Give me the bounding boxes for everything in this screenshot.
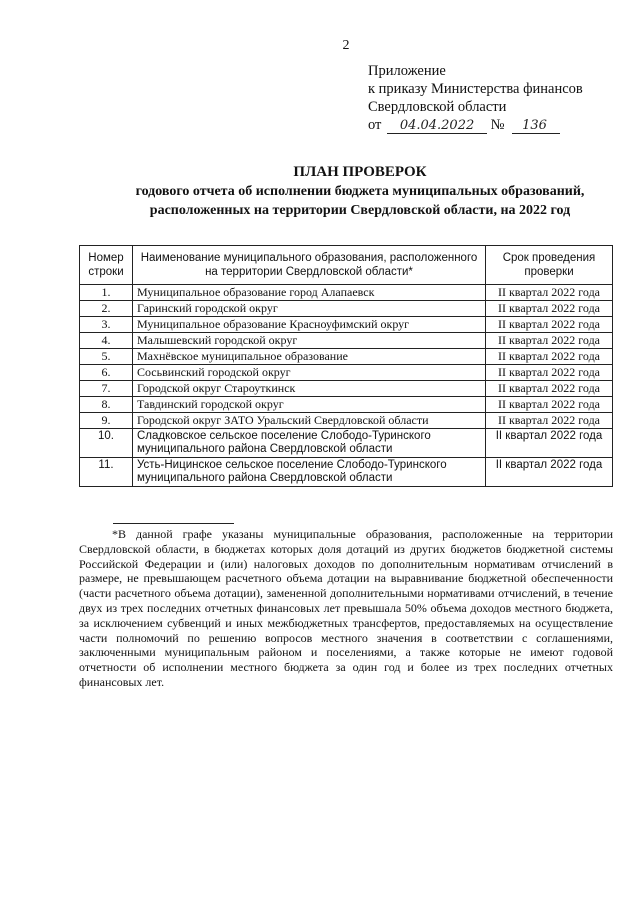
title-line-3: расположенных на территории Свердловской области, на 2022 год [149, 203, 571, 218]
appendix-line-2: к приказу Министерства финансов [368, 81, 583, 97]
table-row [80, 429, 613, 458]
appendix-line-1: Приложение [368, 63, 446, 79]
row-municipality: Муниципальное образование Красноуфимский округ [133, 317, 486, 333]
handwritten-date: 04.04.2022 [387, 119, 487, 134]
document-title [80, 163, 640, 220]
table-row [80, 333, 613, 349]
row-number: 4. [80, 333, 133, 349]
row-term: II квартал 2022 года [486, 365, 613, 381]
table-row [80, 317, 613, 333]
row-term: II квартал 2022 года [486, 429, 613, 458]
footnote-divider [113, 523, 234, 524]
appendix-block [368, 62, 583, 134]
table-body [80, 285, 613, 487]
row-number: 11. [80, 458, 133, 487]
row-term: II квартал 2022 года [486, 333, 613, 349]
row-term: II квартал 2022 года [486, 285, 613, 301]
row-number: 10. [80, 429, 133, 458]
row-number: 1. [80, 285, 133, 301]
row-municipality: Тавдинский городской округ [133, 397, 486, 413]
row-municipality: Гаринский городской округ [133, 301, 486, 317]
row-number: 3. [80, 317, 133, 333]
date-prefix: от [368, 117, 382, 133]
row-municipality: Усть-Ницинское сельское поселение Слободо-Туринского муниципального района Свердловской области [133, 458, 486, 487]
number-prefix: № [490, 117, 505, 133]
appendix-date-line [368, 116, 583, 134]
header-name: Наименование муниципального образования, расположенного на территории Свердловской области* [133, 246, 486, 285]
row-term: II квартал 2022 года [486, 317, 613, 333]
table-row [80, 458, 613, 487]
inspection-plan-table [79, 245, 613, 487]
table-row [80, 285, 613, 301]
table-row [80, 381, 613, 397]
appendix-line-3: Свердловской области [368, 99, 507, 115]
row-number: 6. [80, 365, 133, 381]
row-municipality: Городской округ Староуткинск [133, 381, 486, 397]
row-number: 7. [80, 381, 133, 397]
title-heading: ПЛАН ПРОВЕРОК [293, 164, 427, 180]
row-term: II квартал 2022 года [486, 301, 613, 317]
row-number: 2. [80, 301, 133, 317]
table-row [80, 413, 613, 429]
row-term: II квартал 2022 года [486, 349, 613, 365]
row-number: 9. [80, 413, 133, 429]
table-row [80, 397, 613, 413]
row-term: II квартал 2022 года [486, 397, 613, 413]
row-term: II квартал 2022 года [486, 413, 613, 429]
handwritten-number: 136 [512, 119, 560, 134]
row-municipality: Городской округ ЗАТО Уральский Свердловской области [133, 413, 486, 429]
table-row [80, 301, 613, 317]
header-num: Номер строки [80, 246, 133, 285]
row-municipality: Муниципальное образование город Алапаевск [133, 285, 486, 301]
row-municipality: Малышевский городской округ [133, 333, 486, 349]
title-line-2: годового отчета об исполнении бюджета муниципальных образований, [135, 184, 585, 199]
row-municipality: Сосьвинский городской округ [133, 365, 486, 381]
row-municipality: Махнёвское муниципальное образование [133, 349, 486, 365]
row-number: 5. [80, 349, 133, 365]
table-header-row [80, 246, 613, 285]
row-municipality: Сладковское сельское поселение Слободо-Туринского муниципального района Свердловской области [133, 429, 486, 458]
footnote: *В данной графе указаны муниципальные образования, расположенные на территории Свердловской области, в бюджетах которых доля дотаций из других бюджетов бюджетной системы Российской Федерации и (или) налоговых доходов по дополнительным нормативам отчислений в размере, не превышающем расчетного объема дотации на выравнивание бюджетной обеспеченности (части расчетного объема дотации), замененной дополнительными нормативами отчислений, в течение двух из трех последних отчетных финансовых лет превышала 50% объема доходов местного бюджета, за исключением субвенций и иных межбюджетных трансфертов, предоставляемых на осуществление части полномочий по решению вопросов местного значения в соответствии с соглашениями, заключенными муниципальным районом и поселениями, а также которые не имеют годовой отчетности об исполнении местного бюджета за один год и более из трех последних отчетных финансовых лет. [79, 527, 613, 689]
table-row [80, 365, 613, 381]
header-term: Срок проведения проверки [486, 246, 613, 285]
row-term: II квартал 2022 года [486, 381, 613, 397]
page-number: 2 [342, 38, 350, 53]
row-term: II квартал 2022 года [486, 458, 613, 487]
row-number: 8. [80, 397, 133, 413]
table-row [80, 349, 613, 365]
